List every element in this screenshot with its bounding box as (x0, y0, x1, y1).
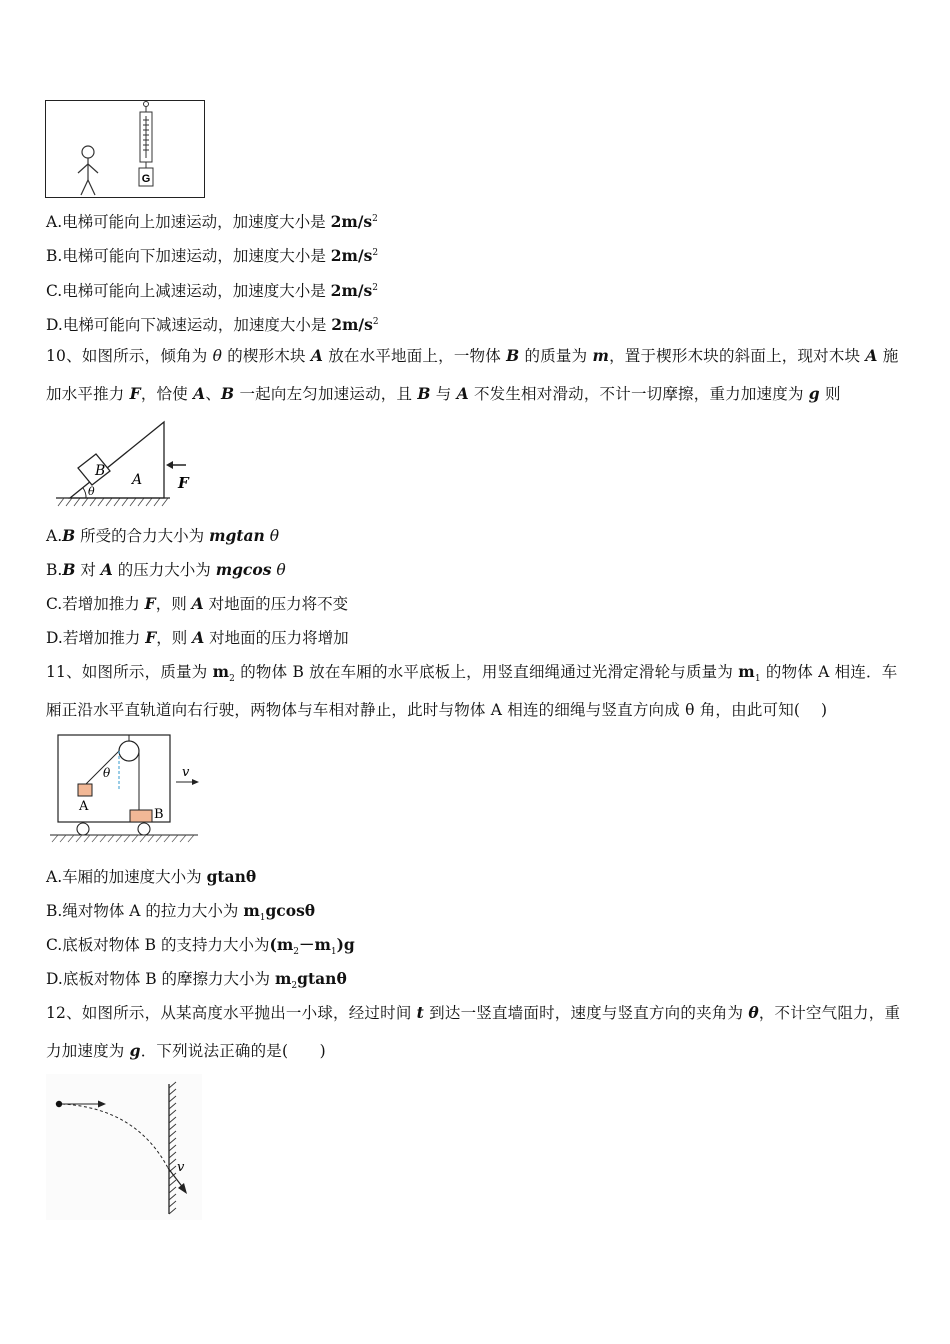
svg-text:B: B (95, 463, 106, 479)
svg-text:A: A (79, 799, 89, 814)
projectile-figure (46, 1074, 202, 1220)
svg-text:v: v (182, 765, 190, 780)
weight-label: G (141, 173, 151, 185)
q9-option-c: C.电梯可能向上减速运动，加速度大小是 $2m/s^2$ (46, 281, 378, 301)
svg-text:F: F (178, 474, 189, 492)
q10-option-a: A.B 所受的合力大小为 mgtan θ (46, 526, 280, 545)
q12-stem-line1: 12、如图所示，从某高度水平抛出一小球，经过时间 t 到达一竖直墙面时，速度与竖直方向的夹角为 θ，不计空气阻力，重 (46, 1003, 901, 1022)
q9-option-a: A.电梯可能向上加速运动，加速度大小是 $2m/s^2$ (46, 212, 378, 232)
q10-option-b: B.B 对 A 的压力大小为 mgcos θ (46, 560, 286, 579)
svg-text:B: B (154, 807, 164, 822)
q11-option-b: B.绳对物体 A 的拉力大小为 $m_1gcos\theta$ (46, 901, 316, 924)
svg-text:A: A (132, 472, 143, 488)
q11-option-c: C.底板对物体 B 的支持力大小为$(m_2-m_1)g$ (46, 935, 355, 958)
wedge-figure (52, 418, 202, 510)
svg-text:θ: θ (88, 485, 95, 498)
elevator-figure (45, 100, 205, 199)
person-icon (78, 146, 98, 195)
cart-figure (48, 732, 203, 847)
q9-option-d: D.电梯可能向下减速运动，加速度大小是 $2m/s^2$ (46, 315, 379, 335)
q12-stem-line2: 力加速度为 g．下列说法正确的是( ) (46, 1041, 326, 1060)
q10-stem-line1: 10、如图所示，倾角为 θ 的楔形木块 A 放在水平地面上，一物体 B 的质量为 m，置于楔形木块的斜面上，现对木块 A 施 (46, 346, 899, 365)
q9-option-b: B.电梯可能向下加速运动，加速度大小是 $2m/s^2$ (46, 246, 379, 266)
svg-text:θ: θ (103, 766, 111, 780)
q11-stem-line1: 11、如图所示，质量为 $m_2$ 的物体 B 放在车厢的水平底板上，用竖直细绳通过光滑定滑轮与质量为 $m_1$ 的物体 A 相连．车 (46, 662, 898, 685)
svg-text:v: v (177, 1160, 185, 1175)
q10-stem-line2: 加水平推力 F，恰使 A、B 一起向左匀加速运动，且 B 与 A 不发生相对滑动，不计一切摩擦，重力加速度为 g 则 (46, 384, 841, 403)
q11-option-a: A.车厢的加速度大小为 gtanθ (46, 867, 257, 886)
q10-option-d: D.若增加推力 F，则 A 对地面的压力将增加 (46, 628, 349, 647)
q10-option-c: C.若增加推力 F，则 A 对地面的压力将不变 (46, 594, 349, 613)
q11-option-d: D.底板对物体 B 的摩擦力大小为 $m_2gtan\theta$ (46, 969, 347, 992)
q11-stem-line2: 厢正沿水平直轨道向右行驶，两物体与车相对静止，此时与物体 A 相连的细绳与竖直方向成 θ 角，由此可知( ) (46, 701, 828, 719)
